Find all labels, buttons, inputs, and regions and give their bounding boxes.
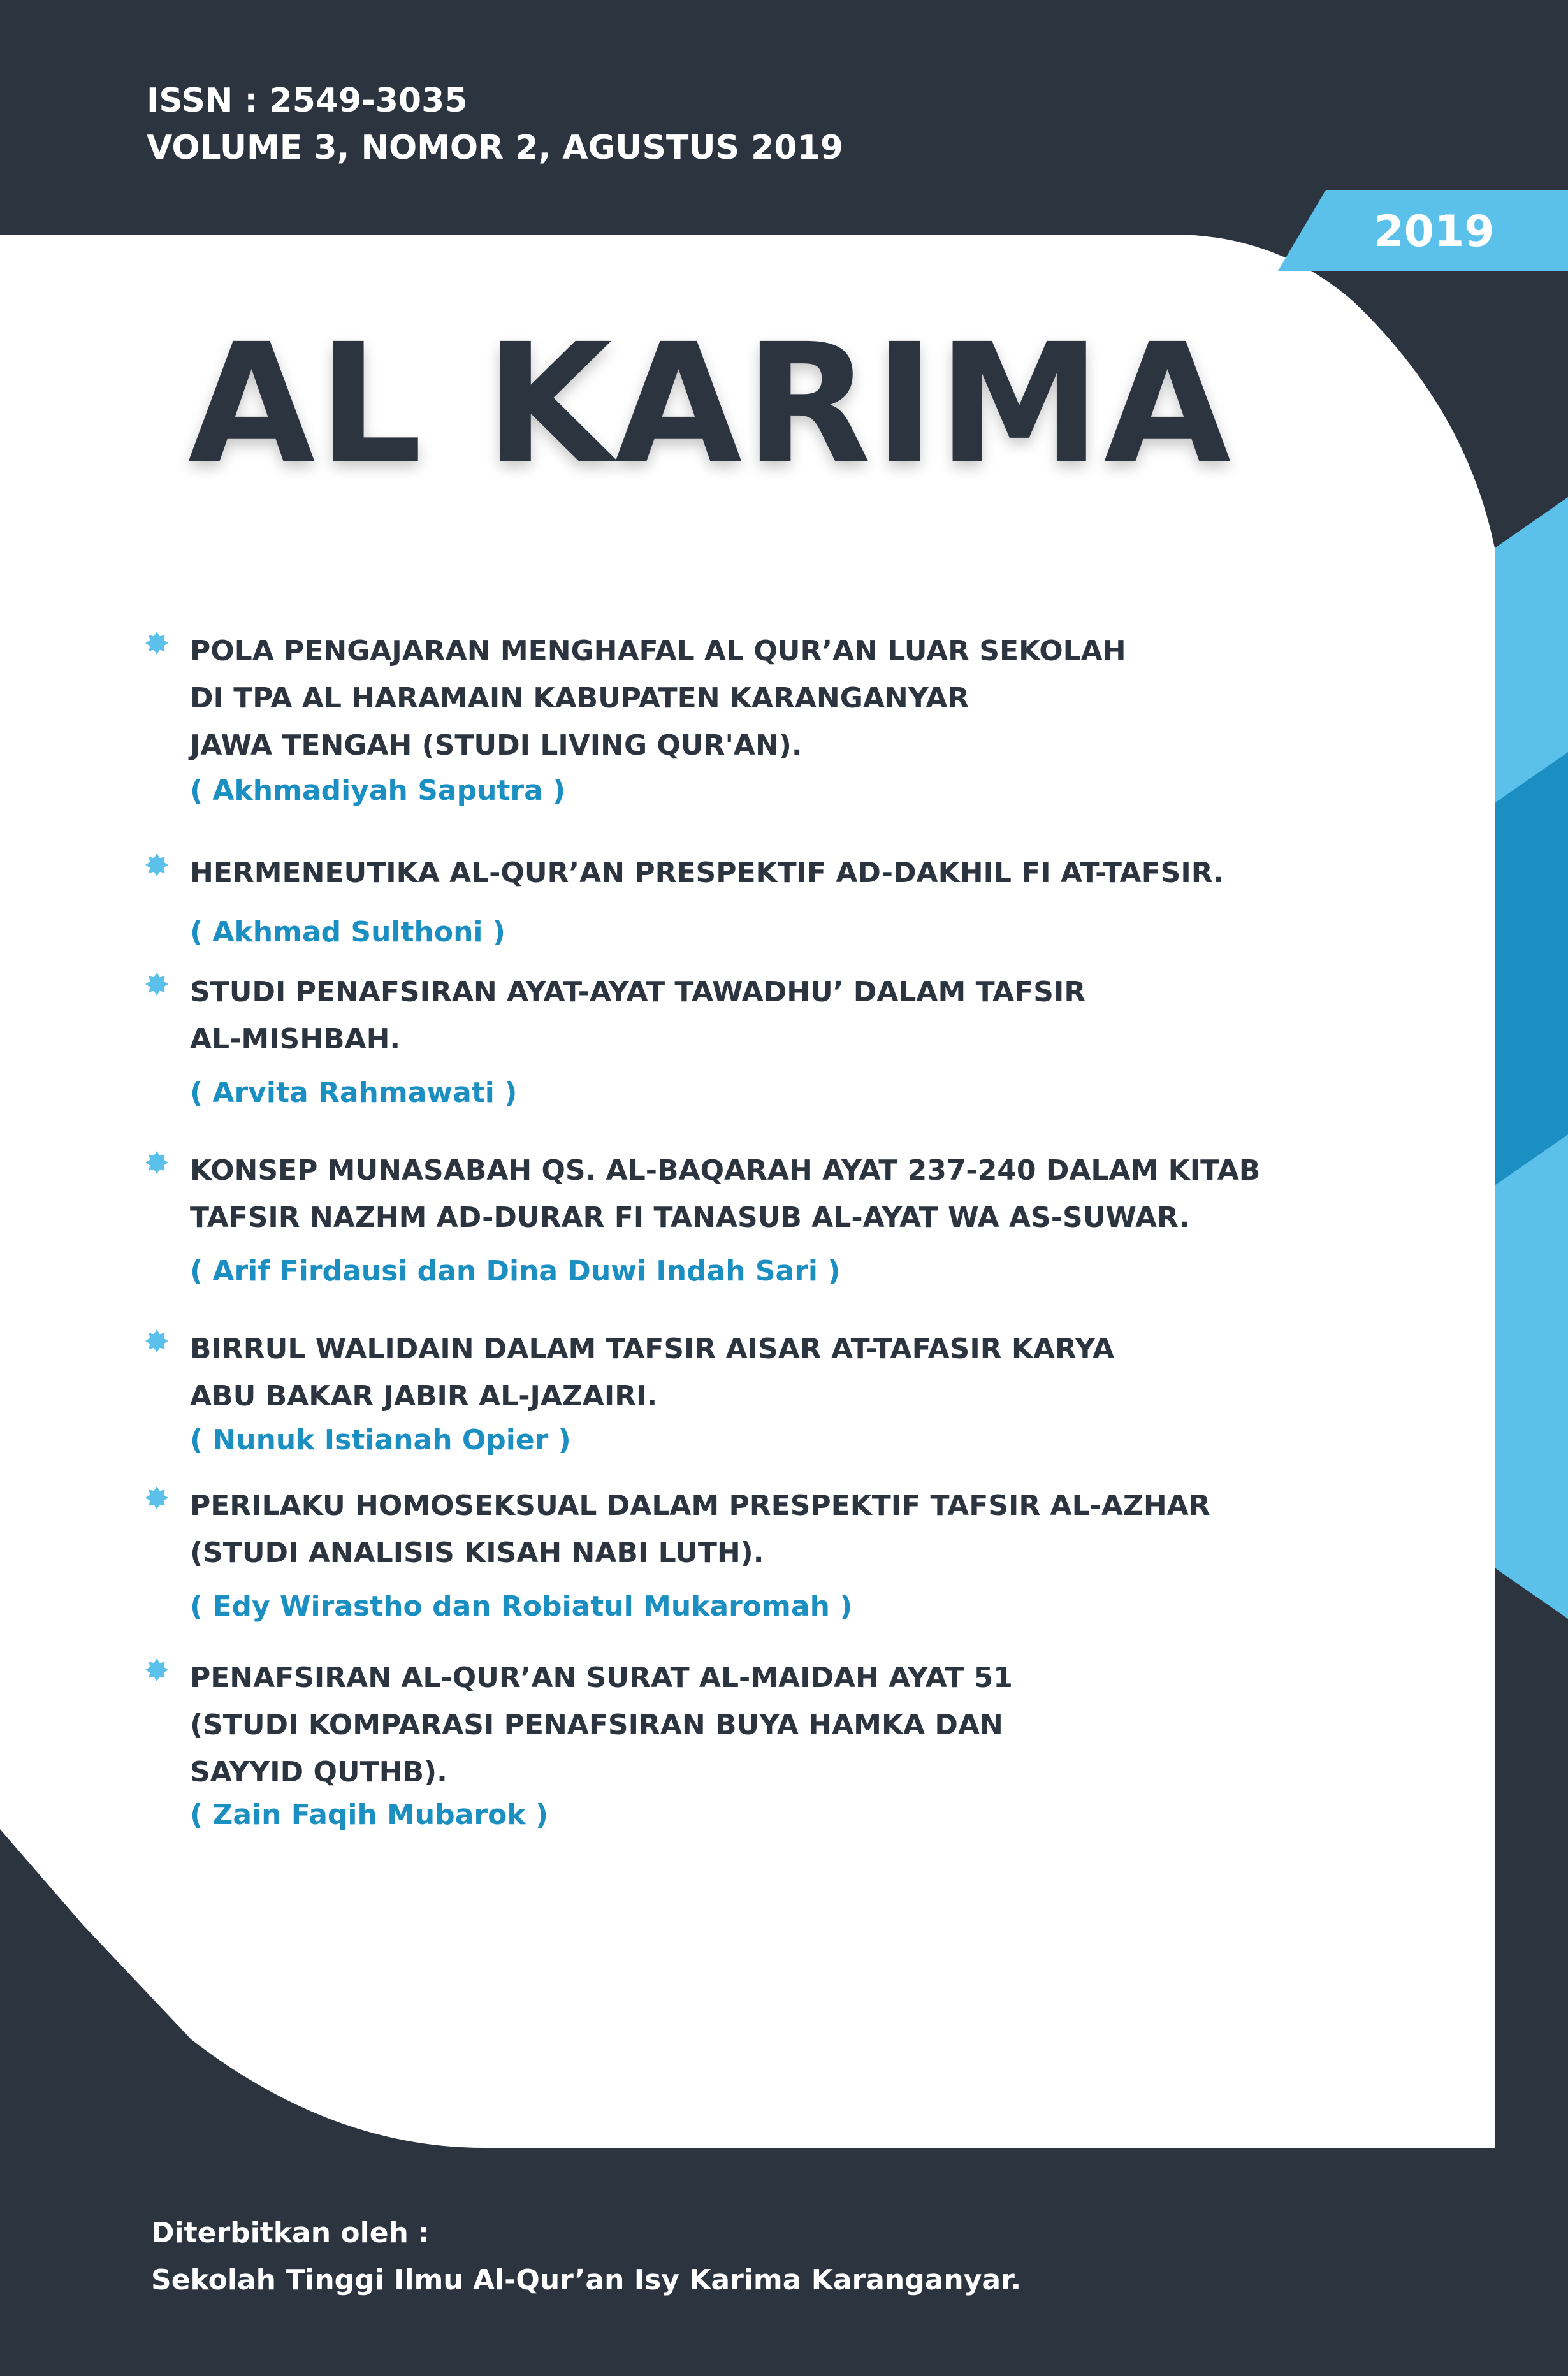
right-stripe-light-blue-lower (1495, 1134, 1568, 1619)
article-title: KONSEP MUNASABAH QS. AL-BAQARAH AYAT 237-240 DALAM KITAB TAFSIR NAZHM AD-DURAR FI TANASUB AL-AYAT WA AS-SUWAR. (190, 1154, 1261, 1234)
article-title: HERMENEUTIKA AL-QUR’AN PRESPEKTIF AD-DAKHIL FI AT-TAFSIR. (190, 857, 1224, 889)
year-badge: 2019 (1374, 206, 1495, 257)
article-author: ( Arvita Rahmawati ) (190, 1076, 518, 1109)
star-bullet-icon (145, 853, 168, 876)
star-bullet-icon (145, 1486, 168, 1509)
article-author: ( Akhmadiyah Saputra ) (190, 774, 566, 807)
article-author: ( Arif Firdausi dan Dina Duwi Indah Sari ) (190, 1255, 841, 1287)
star-bullet-icon (145, 632, 168, 655)
volume-label: VOLUME 3, NOMOR 2, AGUSTUS 2019 (147, 129, 843, 167)
journal-title: AL KARIMA (187, 308, 1234, 500)
star-bullet-icon (145, 1329, 168, 1352)
article-title: STUDI PENAFSIRAN AYAT-AYAT TAWADHU’ DALAM TAFSIR AL-MISHBAH. (190, 976, 1086, 1055)
article-title: BIRRUL WALIDAIN DALAM TAFSIR AISAR AT-TAFASIR KARYA ABU BAKAR JABIR AL-JAZAIRI. (190, 1333, 1115, 1412)
star-bullet-icon (145, 1151, 168, 1174)
star-bullet-icon (145, 973, 168, 996)
article-title: PERILAKU HOMOSEKSUAL DALAM PRESPEKTIF TAFSIR AL-AZHAR (STUDI ANALISIS KISAH NABI LUTH). (190, 1489, 1210, 1569)
article-title: POLA PENGAJARAN MENGHAFAL AL QUR’AN LUAR SEKOLAH DI TPA AL HARAMAIN KABUPATEN KARANGANYAR JAWA TENGAH (STUDI LIVING QUR'AN). (190, 635, 1126, 762)
published-by-label: Diterbitkan oleh : (151, 2217, 430, 2249)
article-author: ( Edy Wirastho dan Robiatul Mukaromah ) (190, 1590, 853, 1623)
article-title: PENAFSIRAN AL-QUR’AN SURAT AL-MAIDAH AYAT 51 (STUDI KOMPARASI PENAFSIRAN BUYA HAMKA DAN SAYYID QUTHB). (190, 1662, 1013, 1788)
article-author: ( Akhmad Sulthoni ) (190, 916, 505, 948)
publisher-name: Sekolah Tinggi Ilmu Al-Qur’an Isy Karima Karanganyar. (151, 2264, 1022, 2296)
article-author: ( Nunuk Istianah Opier ) (190, 1424, 571, 1456)
article-author: ( Zain Faqih Mubarok ) (190, 1799, 549, 1831)
star-bullet-icon (145, 1658, 168, 1681)
issn-label: ISSN : 2549-3035 (147, 82, 468, 120)
